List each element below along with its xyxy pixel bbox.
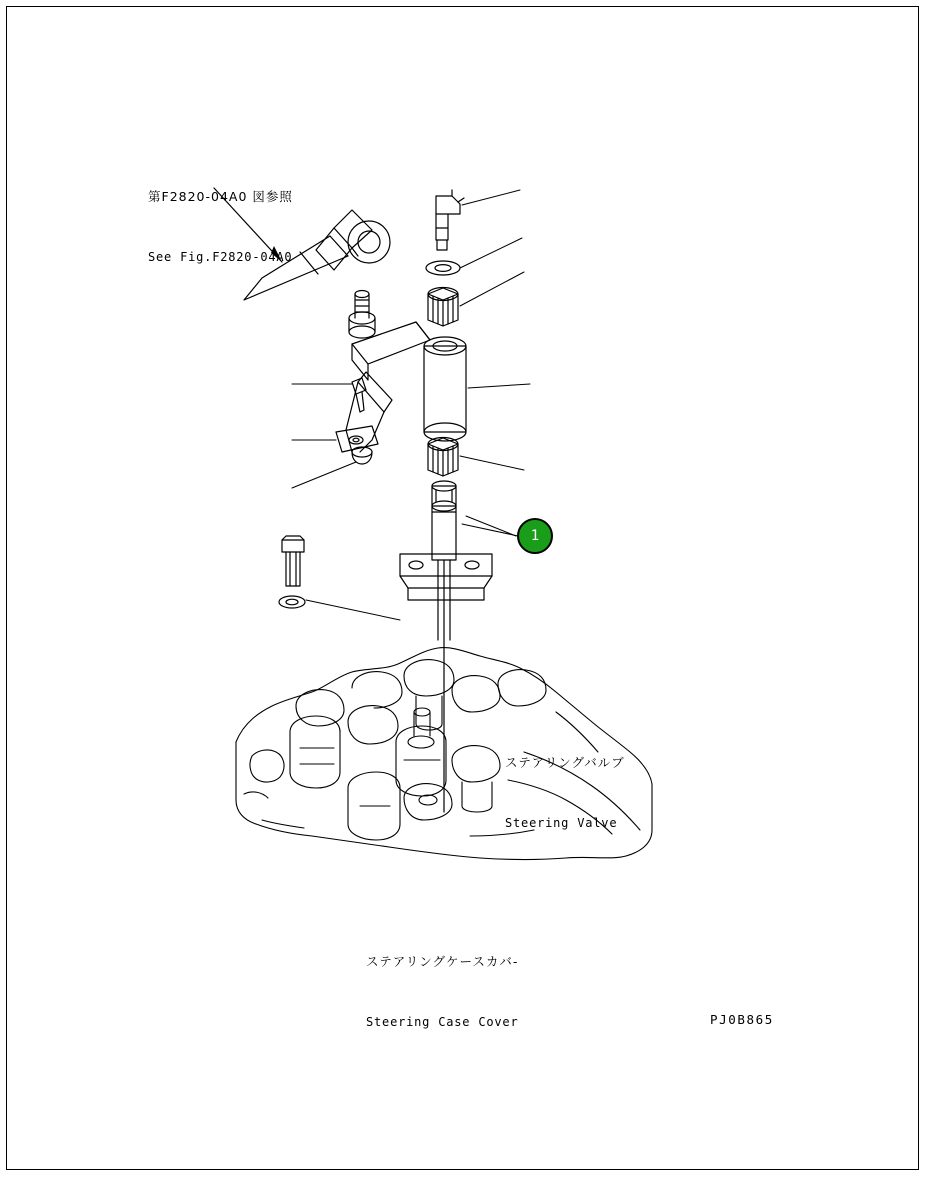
reference-figure-note-en: See Fig.F2820-04A0 [148, 250, 293, 265]
clamp-plate [336, 426, 378, 452]
reference-figure-note-jp: 第F2820-04A0 図参照 [148, 189, 293, 205]
callout-badge-1-number: 1 [530, 528, 540, 544]
valve-column-housing [424, 337, 466, 441]
lower-nut [428, 438, 458, 477]
washer [426, 261, 460, 275]
mount-bolt [282, 536, 304, 586]
steering-valve-label-en: Steering Valve [505, 816, 618, 831]
drawing-code: PJ0B865 [710, 1012, 774, 1027]
callout-badge-1[interactable] [517, 518, 553, 554]
elbow-fitting [436, 190, 464, 250]
mounting-bracket [400, 554, 492, 600]
pitman-arm [346, 291, 430, 465]
steering-case-cover-label-jp: ステアリングケースカバ- [366, 954, 519, 970]
steering-valve-label-jp: ステアリングバルブ [505, 755, 625, 771]
steering-case-cover-label-en: Steering Case Cover [366, 1015, 519, 1030]
mount-washer [279, 596, 305, 608]
reference-figure-note [148, 146, 293, 309]
steering-valve-label [505, 712, 625, 875]
leader-lines [292, 190, 530, 620]
upper-nut [428, 288, 458, 327]
steering-case-cover-label [366, 911, 518, 1074]
